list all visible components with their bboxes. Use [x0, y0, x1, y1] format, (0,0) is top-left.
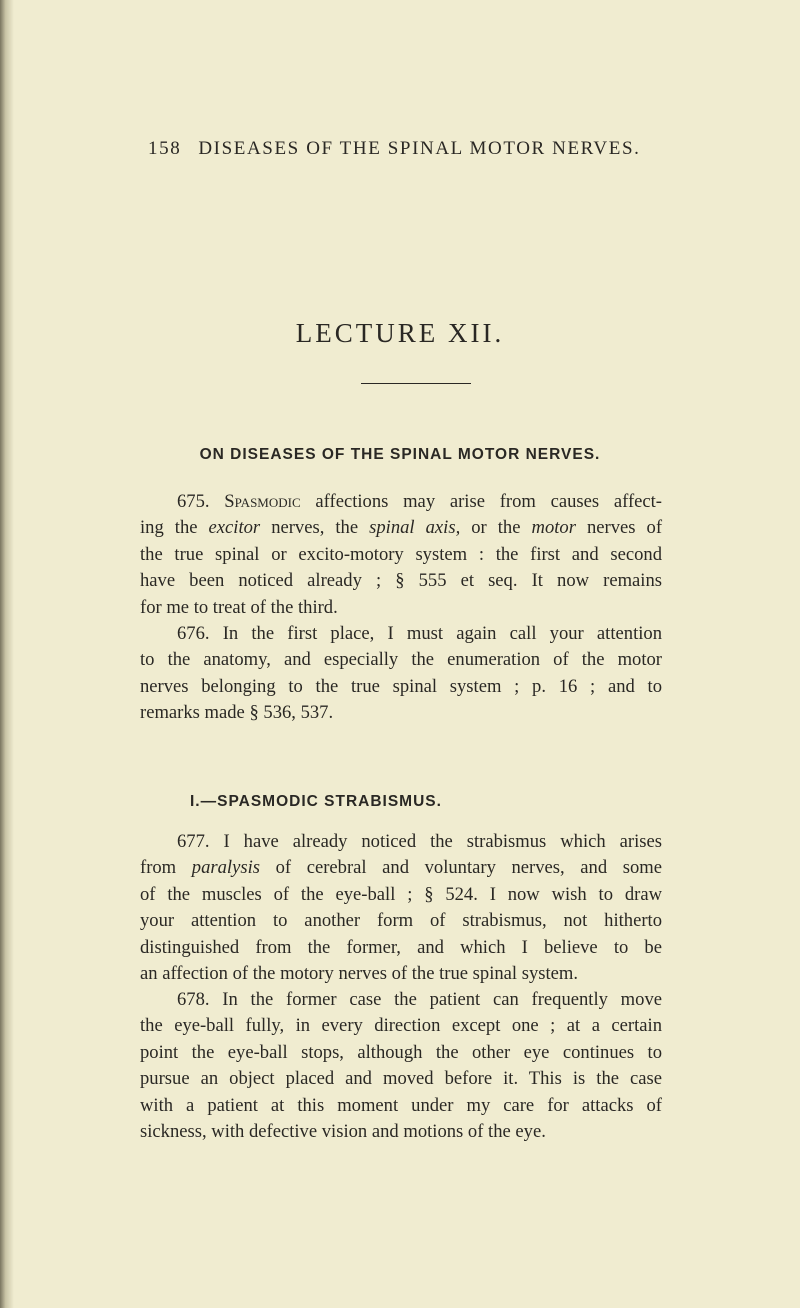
text-line: point the eye-ball stops, although the other eye continues to: [140, 1041, 662, 1063]
running-head-title: DISEASES OF THE SPINAL MOTOR NERVES.: [198, 138, 641, 159]
paragraph-675: [140, 489, 662, 621]
section-heading: I.—SPASMODIC STRABISMUS.: [190, 793, 442, 810]
text-line: distinguished from the former, and which I believe to be: [140, 936, 662, 958]
paragraph-677: [140, 829, 662, 987]
text-line: sickness, with defective vision and motions of the eye.: [140, 1121, 546, 1143]
page-number: 158: [148, 138, 182, 159]
running-head: [148, 138, 668, 160]
text-line: an affection of the motory nerves of the true spinal system.: [140, 963, 579, 985]
text-line: the eye-ball fully, in every direction except one ; at a certain: [140, 1015, 662, 1037]
title-rule: [361, 383, 471, 384]
paragraph-678: [140, 987, 662, 1145]
text-line: nerves belonging to the true spinal system ; p. 16 ; and to: [140, 675, 662, 697]
text-line: 677. I have already noticed the strabismus which arises: [177, 831, 662, 852]
text-line: with a patient at this moment under my care for attacks of: [140, 1094, 662, 1116]
text-line: for me to treat of the third.: [140, 596, 338, 618]
lecture-title: LECTURE XII.: [295, 318, 505, 348]
text-line: ing the excitor nerves, the spinal axis, or the motor nerves of: [140, 517, 663, 539]
page-binding-edge: [0, 0, 14, 1308]
text-line: of the muscles of the eye-ball ; § 524. I now wish to draw: [140, 883, 662, 905]
text-line: to the anatomy, and especially the enumeration of the motor: [140, 649, 662, 671]
text-line: 676. In the first place, I must again call your attention: [177, 623, 662, 644]
paragraph-676: [140, 621, 662, 727]
text-line: 678. In the former case the patient can frequently move: [177, 989, 662, 1010]
text-line: your attention to another form of strabismus, not hitherto: [140, 910, 662, 932]
lecture-subtitle: ON DISEASES OF THE SPINAL MOTOR NERVES.: [199, 446, 601, 463]
text-line: from paralysis of cerebral and voluntary nerves, and some: [140, 857, 662, 879]
text-line: the true spinal or excito-motory system : the first and second: [140, 543, 662, 565]
text-line: pursue an object placed and moved before it. This is the case: [140, 1068, 662, 1090]
text-line: remarks made § 536, 537.: [140, 702, 334, 724]
text-line: 675. Spasmodic affections may arise from causes affect-: [177, 491, 663, 512]
text-line: have been noticed already ; § 555 et seq. It now remains: [140, 570, 662, 592]
